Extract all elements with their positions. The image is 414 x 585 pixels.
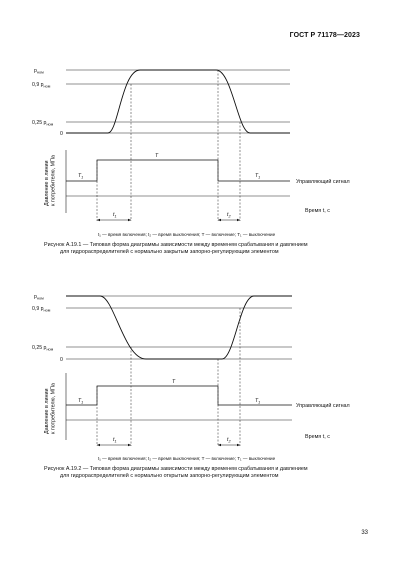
fig2-ylabel-pnom: $p_{ном}$ — [34, 294, 44, 301]
fig2-t2-label: $t_2$ — [227, 437, 231, 444]
fig2-axis-title — [44, 383, 57, 434]
fig1-T1-right: $T_1$ — [255, 173, 261, 180]
fig1-caption: Рисунок А.19.1 — Типовая форма диаграммы зависимости между временем срабатывания и давлением для гидрораспределителей с нормально закрытым запорно-регулирующим элементом — [44, 242, 308, 255]
fig1-t2-label: $t_2$ — [227, 212, 231, 219]
fig2-T-label: T — [172, 379, 176, 385]
fig2-T1-right: $T_1$ — [255, 398, 261, 405]
svg-text:к потребителю, МПа: к потребителю, МПа — [50, 155, 57, 206]
fig1-ylabel-p09: 0,9 $p_{ном}$ — [32, 82, 51, 89]
fig2-time-label: Время t, с — [305, 434, 330, 440]
fig2-T1-left: $T_1$ — [78, 398, 84, 405]
svg-text:Давление в линии: Давление в линии — [44, 160, 50, 206]
fig1-T-label: T — [155, 153, 159, 159]
fig2-ylabel-p09: 0,9 $p_{ном}$ — [32, 306, 51, 313]
fig2-ylabel-zero: 0 — [60, 357, 63, 363]
fig1-ylabel-pnom: $p_{ном}$ — [34, 68, 44, 75]
fig2-t1-label: $t_1$ — [113, 437, 117, 444]
fig1-T1-left: $T_1$ — [78, 173, 84, 180]
fig2-caption: Рисунок А.19.2 — Типовая форма диаграммы зависимости между временем срабатывания и давлением для гидрораспределителей с нормально открытым запорно-регулирующим элементом — [44, 466, 308, 479]
fig1-t1-label: $t_1$ — [113, 212, 117, 219]
fig1-ylabel-zero: 0 — [60, 131, 63, 137]
fig2-signal-label: Управляющий сигнал — [296, 403, 350, 409]
fig2-legend: t₁ — время включения; t₂ — время выключения; T — включение; T₁ — выключение — [98, 456, 276, 461]
fig2-ylabel-p025: 0,25 $p_{ном}$ — [32, 345, 54, 352]
svg-text:к потребителю, МПа: к потребителю, МПа — [50, 383, 57, 434]
fig2-pressure-curve — [66, 296, 292, 359]
document-header: ГОСТ Р 71178—2023 — [289, 32, 360, 39]
fig1-time-label: Время t, с — [305, 208, 330, 214]
svg-text:Давление в линии: Давление в линии — [44, 388, 50, 434]
fig1-legend: t₁ — время включения; t₂ — время выключения; T — включение; T₁ — выключение — [98, 232, 276, 237]
fig1-ylabel-p025: 0,25 $p_{ном}$ — [32, 120, 54, 127]
fig1-signal-label: Управляющий сигнал — [296, 179, 350, 185]
page-number: 33 — [361, 530, 368, 536]
